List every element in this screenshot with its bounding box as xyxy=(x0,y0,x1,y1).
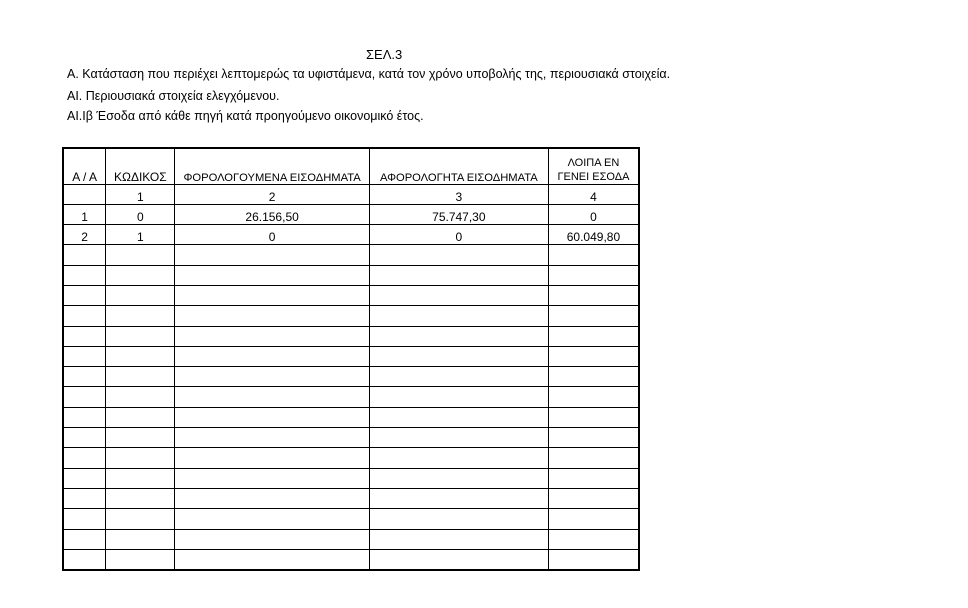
section-heading-ai-ib: ΑΙ.Ιβ Έσοδα από κάθε πηγή κατά προηγούμενο οικονομικό έτος. xyxy=(67,109,424,123)
empty-table-cell xyxy=(369,509,548,529)
column-header-other-income: ΛΟΙΠΑ ΕΝ ΓΕΝΕΙ ΕΣΟΔΑ xyxy=(548,148,639,184)
empty-table-cell xyxy=(63,245,106,265)
empty-table-cell xyxy=(106,407,175,427)
empty-table-row xyxy=(63,428,639,448)
empty-table-cell xyxy=(369,367,548,387)
income-table xyxy=(62,147,640,571)
empty-table-cell xyxy=(175,387,369,407)
empty-table-cell xyxy=(175,529,369,549)
empty-table-cell xyxy=(175,265,369,285)
empty-table-cell xyxy=(63,306,106,326)
empty-table-cell xyxy=(63,326,106,346)
empty-table-cell xyxy=(63,529,106,549)
empty-table-cell xyxy=(175,346,369,366)
table-cell: 0 xyxy=(175,225,369,245)
empty-table-cell xyxy=(106,285,175,305)
empty-table-cell xyxy=(548,448,639,468)
table-cell: 2 xyxy=(63,225,106,245)
column-header-aa: Α / Α xyxy=(63,148,106,184)
empty-table-cell xyxy=(548,529,639,549)
table-cell: 60.049,80 xyxy=(548,225,639,245)
empty-table-row xyxy=(63,549,639,569)
section-heading-a: Α. Κατάσταση που περιέχει λεπτομερώς τα υφιστάμενα, κατά τον χρόνο υποβολής της, περιουσιακά στοιχεία. xyxy=(67,67,671,81)
empty-table-cell xyxy=(63,428,106,448)
empty-table-cell xyxy=(63,346,106,366)
empty-table-cell xyxy=(106,549,175,569)
empty-table-cell xyxy=(369,285,548,305)
empty-table-cell xyxy=(548,509,639,529)
empty-table-cell xyxy=(106,346,175,366)
table-cell: 3 xyxy=(369,184,548,204)
section-heading-ai: ΑΙ. Περιουσιακά στοιχεία ελεγχόμενου. xyxy=(67,89,280,103)
table-cell: 0 xyxy=(548,204,639,224)
empty-table-cell xyxy=(63,285,106,305)
empty-table-row xyxy=(63,387,639,407)
table-header-row xyxy=(63,148,639,184)
column-header-untaxed-income: ΑΦΟΡΟΛΟΓΗΤΑ ΕΙΣΟΔΗΜΑΤΑ xyxy=(369,148,548,184)
empty-table-cell xyxy=(175,549,369,569)
empty-table-cell xyxy=(63,488,106,508)
empty-table-cell xyxy=(63,468,106,488)
empty-table-cell xyxy=(175,326,369,346)
empty-table-cell xyxy=(63,265,106,285)
empty-table-cell xyxy=(548,367,639,387)
empty-table-cell xyxy=(106,448,175,468)
empty-table-cell xyxy=(106,306,175,326)
table-body xyxy=(63,184,639,570)
empty-table-cell xyxy=(548,326,639,346)
empty-table-row xyxy=(63,448,639,468)
empty-table-cell xyxy=(175,509,369,529)
empty-table-cell xyxy=(548,265,639,285)
empty-table-cell xyxy=(548,285,639,305)
empty-table-row xyxy=(63,285,639,305)
empty-table-cell xyxy=(175,488,369,508)
column-header-kodikos: ΚΩΔΙΚΟΣ xyxy=(106,148,175,184)
empty-table-row xyxy=(63,407,639,427)
empty-table-row xyxy=(63,529,639,549)
empty-table-cell xyxy=(369,326,548,346)
table-cell: 1 xyxy=(106,225,175,245)
empty-table-row xyxy=(63,367,639,387)
table-cell: 0 xyxy=(369,225,548,245)
table-cell: 75.747,30 xyxy=(369,204,548,224)
empty-table-cell xyxy=(106,488,175,508)
empty-table-row xyxy=(63,326,639,346)
empty-table-cell xyxy=(548,468,639,488)
empty-table-cell xyxy=(106,265,175,285)
empty-table-cell xyxy=(369,387,548,407)
empty-table-cell xyxy=(548,488,639,508)
table-cell: 1 xyxy=(63,204,106,224)
empty-table-cell xyxy=(369,529,548,549)
empty-table-cell xyxy=(106,529,175,549)
empty-table-cell xyxy=(369,306,548,326)
table-row xyxy=(63,204,639,224)
table-cell: 1 xyxy=(106,184,175,204)
empty-table-cell xyxy=(548,428,639,448)
empty-table-cell xyxy=(369,428,548,448)
empty-table-cell xyxy=(369,407,548,427)
empty-table-cell xyxy=(106,509,175,529)
empty-table-cell xyxy=(63,387,106,407)
empty-table-cell xyxy=(175,448,369,468)
empty-table-cell xyxy=(63,549,106,569)
empty-table-row xyxy=(63,265,639,285)
empty-table-cell xyxy=(548,549,639,569)
empty-table-cell xyxy=(548,346,639,366)
empty-table-cell xyxy=(369,468,548,488)
empty-table-cell xyxy=(175,468,369,488)
column-number-row xyxy=(63,184,639,204)
table-cell xyxy=(63,184,106,204)
empty-table-cell xyxy=(369,448,548,468)
empty-table-cell xyxy=(175,367,369,387)
empty-table-cell xyxy=(548,387,639,407)
empty-table-cell xyxy=(63,509,106,529)
empty-table-row xyxy=(63,488,639,508)
empty-table-cell xyxy=(369,549,548,569)
empty-table-cell xyxy=(548,306,639,326)
empty-table-cell xyxy=(106,428,175,448)
empty-table-cell xyxy=(175,306,369,326)
empty-table-row xyxy=(63,306,639,326)
empty-table-cell xyxy=(106,387,175,407)
empty-table-row xyxy=(63,468,639,488)
column-header-taxable-income: ΦΟΡΟΛΟΓΟΥΜΕΝΑ ΕΙΣΟΔΗΜΑΤΑ xyxy=(175,148,369,184)
empty-table-cell xyxy=(548,245,639,265)
empty-table-row xyxy=(63,245,639,265)
empty-table-cell xyxy=(369,265,548,285)
table-cell: 2 xyxy=(175,184,369,204)
empty-table-cell xyxy=(63,367,106,387)
empty-table-cell xyxy=(369,245,548,265)
empty-table-cell xyxy=(106,367,175,387)
empty-table-cell xyxy=(369,488,548,508)
empty-table-cell xyxy=(63,407,106,427)
empty-table-row xyxy=(63,346,639,366)
empty-table-cell xyxy=(106,245,175,265)
page-number: ΣΕΛ.3 xyxy=(366,47,403,62)
empty-table-cell xyxy=(63,448,106,468)
table-cell: 4 xyxy=(548,184,639,204)
empty-table-cell xyxy=(548,407,639,427)
table-cell: 26.156,50 xyxy=(175,204,369,224)
empty-table-cell xyxy=(175,407,369,427)
table-row xyxy=(63,225,639,245)
empty-table-cell xyxy=(369,346,548,366)
empty-table-cell xyxy=(175,285,369,305)
empty-table-cell xyxy=(106,468,175,488)
empty-table-cell xyxy=(106,326,175,346)
empty-table-row xyxy=(63,509,639,529)
table-cell: 0 xyxy=(106,204,175,224)
empty-table-cell xyxy=(175,245,369,265)
empty-table-cell xyxy=(175,428,369,448)
